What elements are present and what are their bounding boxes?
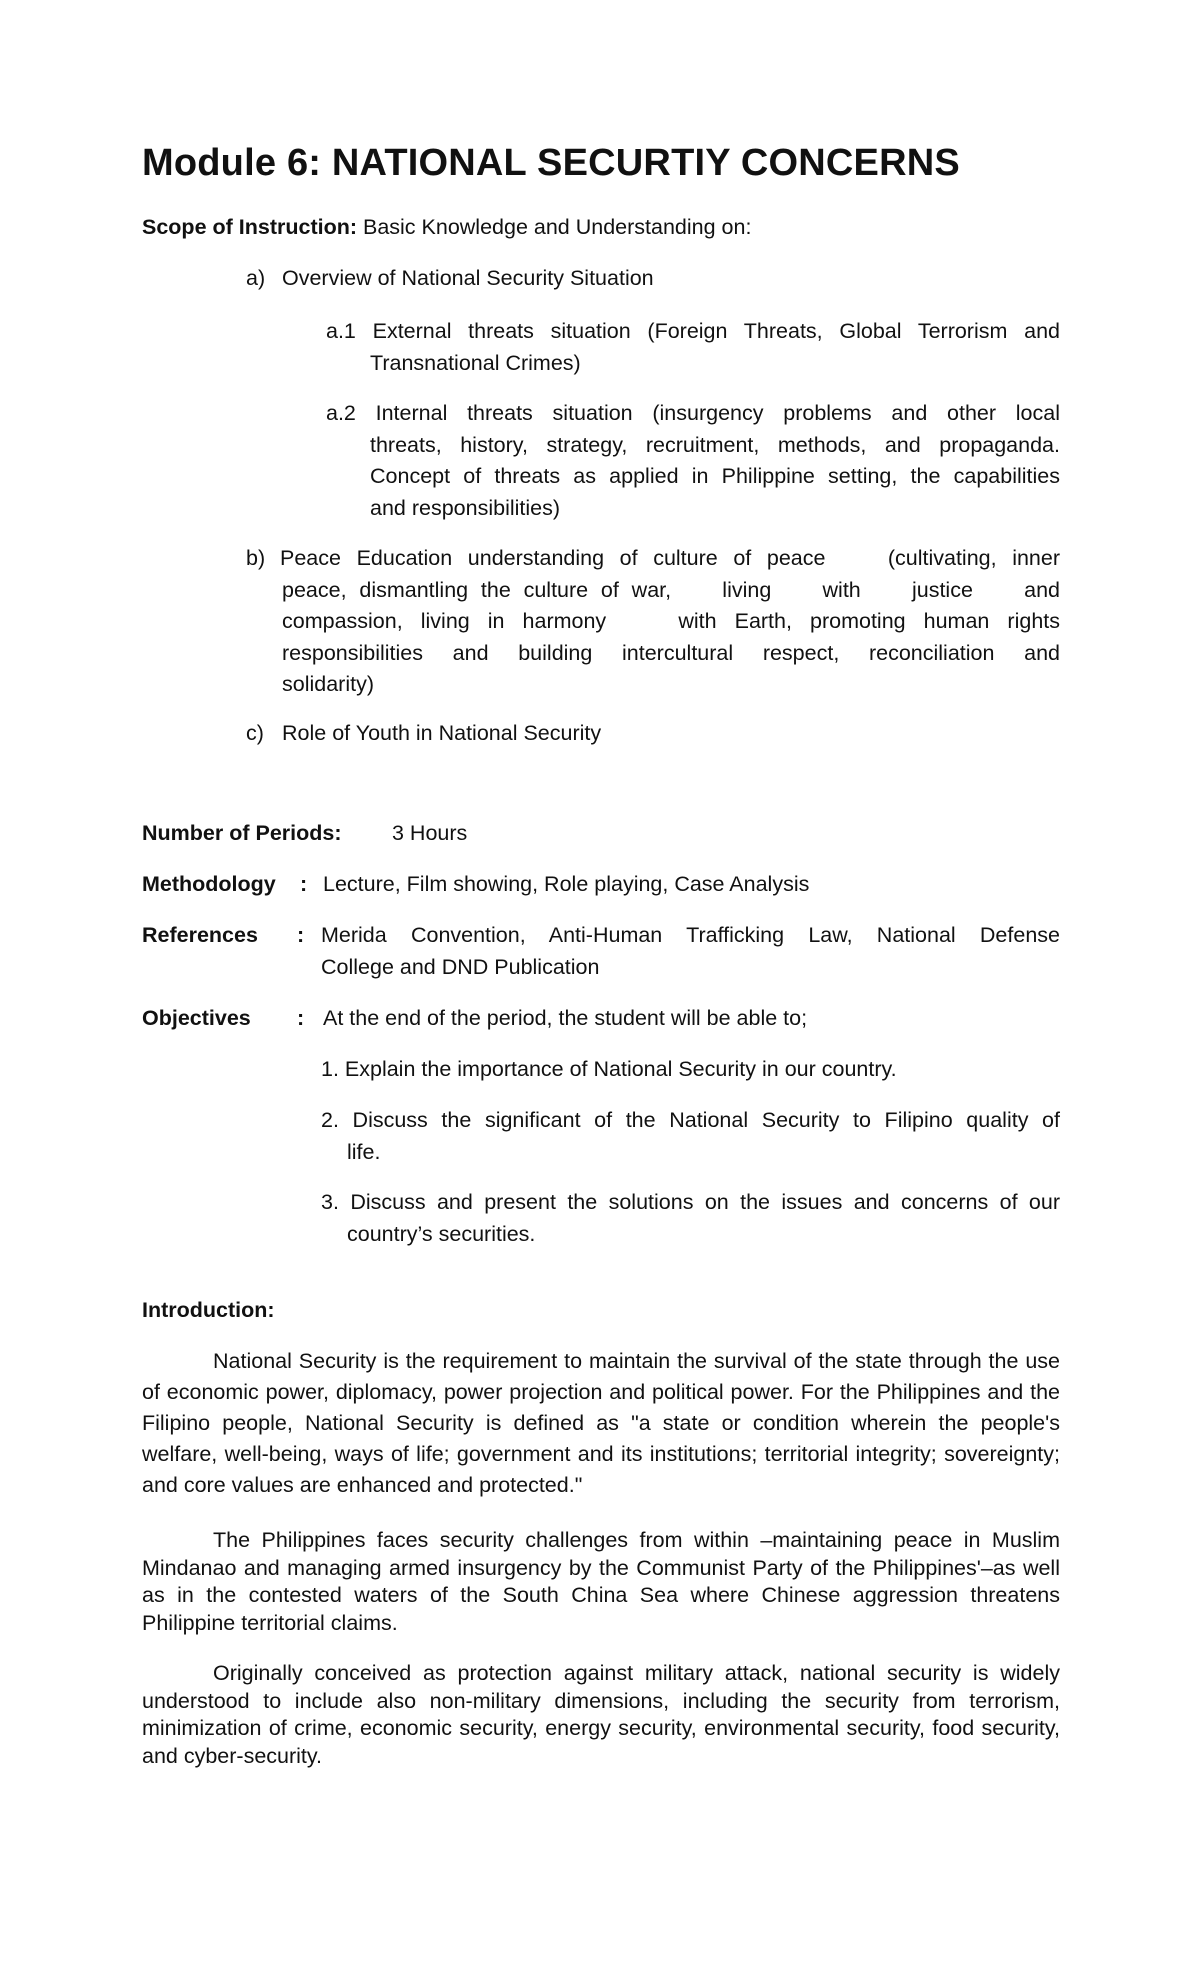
objectives-intro: At the end of the period, the student will be able to; <box>323 1006 808 1030</box>
objectives-label: Objectives <box>142 1006 251 1030</box>
objectives-colon: : <box>297 1006 305 1030</box>
intro-paragraph-2: The Philippines faces security challenges from within –maintaining peace in Muslim Mindanao and managing armed insurgency by the Communist Party of the Philippines'–as well as in the contested waters of the South China Sea where Chinese aggression threatens Philippine territorial claims. <box>142 1528 1060 1635</box>
scope-text: Basic Knowledge and Understanding on: <box>357 215 752 239</box>
b-line: solidarity) <box>282 672 374 696</box>
references-colon: : <box>297 923 305 947</box>
references-value <box>321 920 1060 983</box>
b-line: compassion, living in harmony with Earth, promoting human rights <box>282 609 1060 633</box>
references-line: College and DND Publication <box>321 954 600 979</box>
references-line: Merida Convention, Anti-Human Trafficking Law, National Defense <box>321 923 1060 947</box>
methodology-label: Methodology <box>142 872 276 896</box>
methodology-value: Lecture, Film showing, Role playing, Case Analysis <box>323 872 810 896</box>
scope-item-a-marker: a) <box>246 266 266 290</box>
objective-line: 3. Discuss and present the solutions on the issues and concerns of our <box>321 1190 1060 1214</box>
a2-line: threats, history, strategy, recruitment, methods, and propaganda. <box>370 432 1060 457</box>
b-line: Peace Education understanding of culture of peace (cultivating, inner <box>280 546 1060 570</box>
introduction-heading: Introduction: <box>142 1298 275 1322</box>
a2-line: Concept of threats as applied in Philippine setting, the capabilities <box>370 464 1060 488</box>
a1-line: Transnational Crimes) <box>370 350 581 375</box>
scope-item-c-marker: c) <box>246 721 264 745</box>
scope-item-b <box>280 543 1060 701</box>
b-line: peace, dismantling the culture of war, living with justice and <box>282 577 1060 602</box>
scope-item-b-marker: b) <box>246 546 266 570</box>
a2-line: and responsibilities) <box>370 495 561 520</box>
scope-item-a-text: Overview of National Security Situation <box>282 266 654 290</box>
objective-line: life. <box>347 1139 381 1164</box>
scope-item-c-text: Role of Youth in National Security <box>282 721 602 745</box>
objective-item: 1. Explain the importance of National Security in our country. <box>321 1057 897 1081</box>
a2-line: a.2 Internal threats situation (insurgency problems and other local <box>326 401 1060 425</box>
intro-paragraph-1: National Security is the requirement to maintain the survival of the state through the use of economic power, diplomacy, power projection and political power. For the Philippines and the Filipino people, National Security is defined as "a state or condition wherein the people's welfare, well-being, ways of life; government and its institutions; territorial integrity; sovereignty; and core values are enhanced and protected." <box>142 1349 1060 1497</box>
b-line: responsibilities and building intercultural respect, reconciliation and <box>282 640 1060 665</box>
intro-paragraph-3: Originally conceived as protection against military attack, national security is widely understood to include also non-military dimensions, including the security from terrorism, minimization of crime, economic security, energy security, environmental security, food security, and cyber-security. <box>142 1661 1060 1768</box>
scope-item-a1 <box>326 316 1060 379</box>
objective-line: 2. Discuss the significant of the National Security to Filipino quality of <box>321 1108 1060 1132</box>
objective-item <box>321 1105 1060 1168</box>
periods-label: Number of Periods: <box>142 821 342 845</box>
periods-value: 3 Hours <box>392 821 468 845</box>
objective-item <box>321 1187 1060 1250</box>
page-title: Module 6: NATIONAL SECURTIY CONCERNS <box>142 142 960 184</box>
references-label: References <box>142 923 258 947</box>
scope-line <box>142 212 751 244</box>
a1-line: a.1 External threats situation (Foreign Threats, Global Terrorism and <box>326 319 1060 343</box>
objective-line: country’s securities. <box>347 1221 536 1246</box>
scope-label: Scope of Instruction: <box>142 215 357 239</box>
methodology-colon: : <box>300 872 308 896</box>
scope-item-a2 <box>326 398 1060 524</box>
